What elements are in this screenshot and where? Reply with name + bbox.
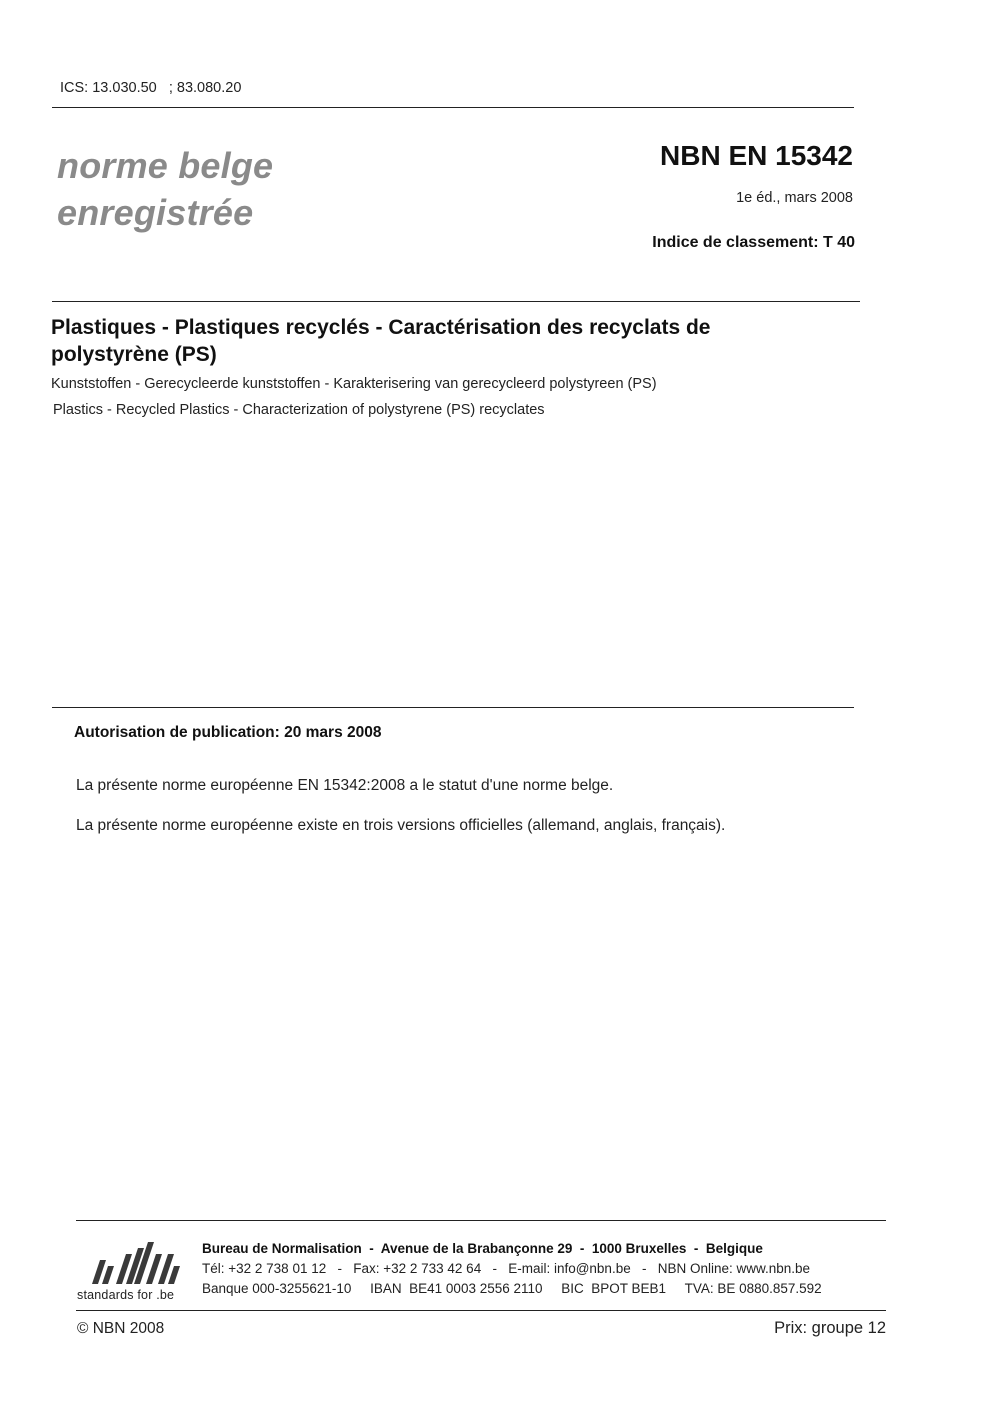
edition-info: 1e éd., mars 2008 — [736, 190, 853, 206]
copyright: © NBN 2008 — [77, 1320, 165, 1337]
title-english: Plastics - Recycled Plastics - Characterization of polystyrene (PS) recyclates — [53, 402, 545, 418]
ics-codes: ICS: 13.030.50 ; 83.080.20 — [60, 80, 242, 96]
logo-tagline: standards for .be — [77, 1288, 175, 1302]
footer-contact: Tél: +32 2 738 01 12 - Fax: +32 2 733 42 64 - E-mail: info@nbn.be - NBN Online: www.nbn.be — [202, 1261, 811, 1276]
footer-divider-top — [76, 1220, 886, 1221]
title-divider — [52, 301, 860, 302]
footer-bank-details: Banque 000-3255621-10 IBAN BE41 0003 2556 2110 BIC BPOT BEB1 TVA: BE 0880.857.592 — [202, 1281, 822, 1296]
body-divider — [52, 707, 854, 708]
classification-index: Indice de classement: T 40 — [652, 234, 855, 251]
footer-divider-bottom — [76, 1310, 886, 1311]
header-divider — [52, 107, 854, 108]
norme-belge-label — [57, 142, 273, 236]
status-paragraph: La présente norme européenne EN 15342:2008 a le statut d'une norme belge. — [76, 777, 614, 794]
title-french: Plastiques - Plastiques recyclés - Caractérisation des recyclats de polystyrène (PS) — [51, 316, 711, 366]
publication-authorisation: Autorisation de publication: 20 mars 2008 — [74, 724, 382, 741]
versions-paragraph: La présente norme européenne existe en trois versions officielles (allemand, anglais, français). — [76, 817, 726, 834]
norme-line-1: norme belge — [57, 145, 274, 186]
title-dutch: Kunststoffen - Gerecycleerde kunststoffen - Karakterisering van gerecycleerd polystyreen (PS) — [51, 376, 657, 392]
price-group: Prix: groupe 12 — [774, 1319, 886, 1337]
document-number: NBN EN 15342 — [660, 140, 853, 171]
footer-address: Bureau de Normalisation - Avenue de la Brabançonne 29 - 1000 Bruxelles - Belgique — [202, 1241, 763, 1256]
norme-line-2: enregistrée — [57, 192, 254, 233]
